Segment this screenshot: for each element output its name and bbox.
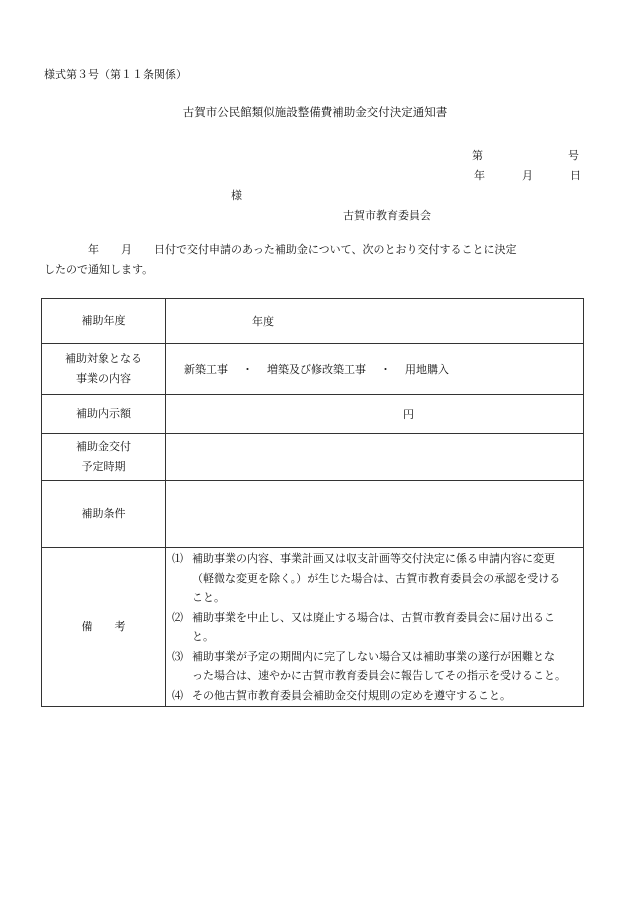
remarks-note-4	[172, 686, 579, 706]
note-4-line-1: その他古賀市教育委員会補助金交付規則の定めを遵守すること。	[192, 688, 511, 702]
table-row-schedule	[42, 434, 584, 481]
note-1-line-3: こと。	[192, 591, 225, 604]
date-day-label: 日	[570, 169, 581, 182]
content-label-line-2: 事業の内容	[76, 372, 131, 385]
note-3-line-2: った場合は、速やかに古賀市教育委員会に報告してその指示を受けること。	[192, 669, 566, 682]
amount-unit: 円	[166, 395, 584, 434]
content-separator-2: ・	[380, 363, 391, 376]
note-1-line-1: 補助事業の内容、事業計画又は収支計画等交付決定に係る申請内容に変更	[192, 552, 555, 565]
content-separator-1: ・	[242, 363, 253, 376]
fiscal-year-value: 年度	[166, 299, 584, 344]
note-4-mark: ⑷	[172, 688, 183, 702]
note-2-line-1: 補助事業を中止し、又は廃止する場合は、古賀市教育委員会に届け出るこ	[192, 610, 555, 624]
issuer-name: 古賀市教育委員会	[343, 209, 431, 222]
content-label	[42, 344, 166, 395]
notice-body-line-1: 年 月 日付で交付申請のあった補助金について、次のとおり交付することに決定	[44, 243, 517, 256]
notice-body	[44, 240, 584, 280]
table-row-conditions	[42, 481, 584, 548]
amount-label: 補助内示額	[42, 395, 166, 434]
remarks-note-3	[172, 647, 579, 686]
remarks-notes	[166, 548, 584, 707]
note-2-line-2: と。	[192, 630, 214, 643]
content-option-land-purchase: 用地購入	[405, 363, 449, 376]
fiscal-year-label: 補助年度	[42, 299, 166, 344]
document-title: 古賀市公民館類似施設整備費補助金交付決定通知書	[182, 105, 448, 119]
content-label-line-1: 補助対象となる	[65, 352, 142, 365]
table-row-amount	[42, 395, 584, 434]
document-number-suffix: 号	[568, 149, 579, 162]
remarks-label: 備 考	[42, 548, 166, 707]
note-3-line-1: 補助事業が予定の期間内に完了しない場合又は補助事業の遂行が困難とな	[192, 649, 555, 663]
remarks-note-1	[172, 549, 579, 608]
conditions-label: 補助条件	[42, 481, 166, 548]
form-number: 様式第３号（第１１条関係）	[44, 68, 187, 81]
date-month-label: 月	[522, 169, 533, 182]
table-row-remarks	[42, 548, 584, 707]
table-row-fiscal-year	[42, 299, 584, 344]
addressee-honorific: 様	[231, 189, 242, 202]
note-1-line-2: （軽微な変更を除く。）が生じた場合は、古賀市教育委員会の承認を受ける	[192, 571, 561, 585]
content-options	[166, 344, 584, 395]
date-year-label: 年	[474, 169, 485, 182]
schedule-label	[42, 434, 166, 481]
schedule-value	[166, 434, 584, 481]
subsidy-info-table	[41, 298, 584, 707]
conditions-value	[166, 481, 584, 548]
note-2-mark: ⑵	[172, 610, 183, 624]
content-option-extension: 増築及び修改築工事	[267, 363, 366, 376]
remarks-note-2	[172, 608, 579, 647]
content-option-new-construction: 新築工事	[184, 363, 228, 376]
notice-body-line-2: したので通知します。	[44, 263, 154, 276]
schedule-label-line-1: 補助金交付	[76, 440, 131, 453]
schedule-label-line-2: 予定時期	[81, 460, 126, 473]
note-1-mark: ⑴	[172, 552, 183, 565]
document-number-label: 第	[472, 149, 483, 162]
note-3-mark: ⑶	[172, 649, 183, 663]
table-row-content	[42, 344, 584, 395]
